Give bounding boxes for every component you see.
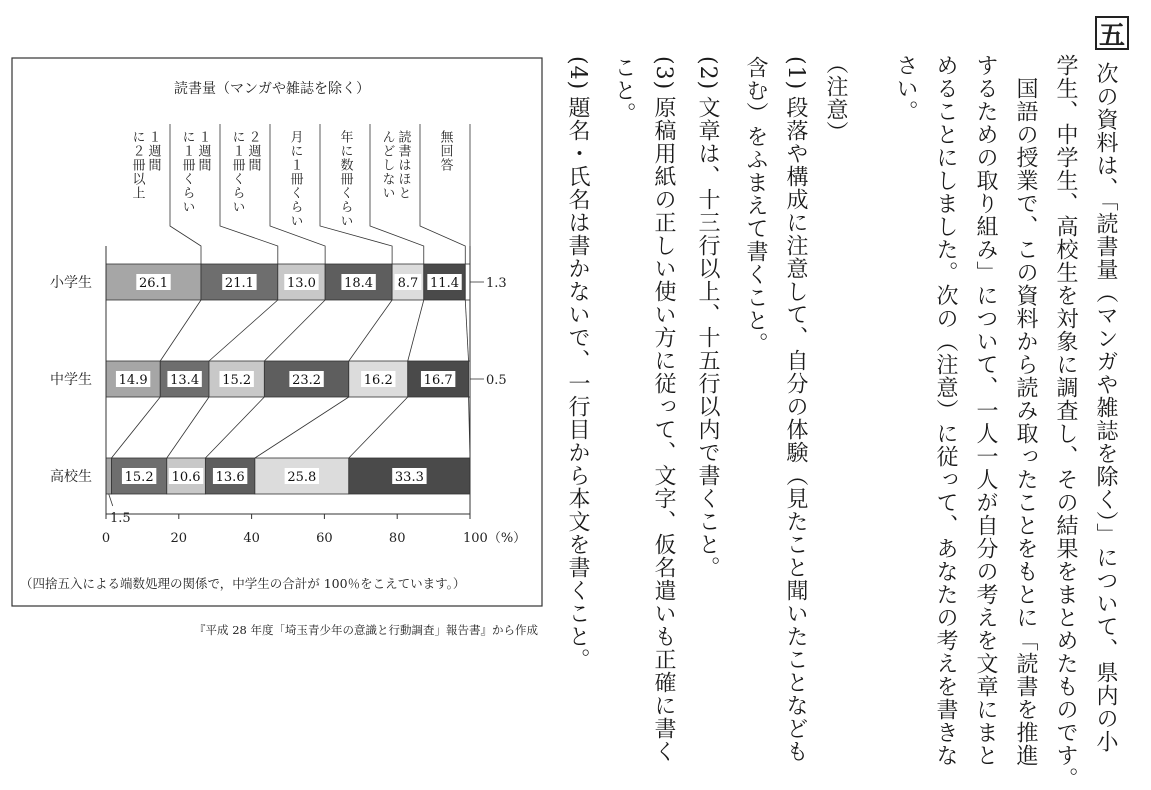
- category-label: 小学生: [50, 275, 92, 291]
- legend-label: 月に１冊くらい: [287, 130, 303, 228]
- connector-line: [408, 300, 424, 361]
- x-tick-label: 0: [101, 531, 111, 546]
- connector-line: [255, 397, 349, 458]
- legend-label: 年に数冊くらい: [337, 130, 353, 228]
- main-text-line-4: するための取り組み」について、一人一人が自分の考えを文章にまと: [973, 54, 998, 767]
- note-1-number: (1): [783, 56, 808, 91]
- value-label: 10.6: [171, 470, 201, 485]
- note-1-line-2: 含む）をふまえて書くこと。: [743, 56, 768, 355]
- note-3-number: (3): [651, 56, 676, 91]
- chart-title: 読書量（マンガや雑誌を除く）: [174, 81, 370, 97]
- main-text-line-3: 国語の授業で、この資料から読み取ったことをもとに「読書を推進: [1013, 54, 1038, 767]
- connector-line: [264, 300, 325, 361]
- chart-footnote: （四捨五入による端数処理の関係で，中学生の合計が 100％をこえています。）: [20, 576, 466, 591]
- main-text-line-6: さい。: [893, 54, 918, 123]
- connector-line: [465, 300, 468, 361]
- connector-line: [205, 397, 264, 458]
- value-label: 13.0: [286, 276, 316, 291]
- x-tick-label: 60: [316, 531, 333, 546]
- main-text-line-5: めることにしました。次の（注意）に従って、あなたの考えを書きな: [933, 54, 958, 767]
- value-label: 23.2: [292, 373, 322, 388]
- legend-label: に１冊くらい: [229, 130, 245, 214]
- legend-label: ２週間: [245, 130, 261, 172]
- note-3-line-2: こと。: [611, 56, 636, 125]
- legend-label: に２冊以上: [129, 130, 145, 200]
- connector-line: [111, 397, 160, 458]
- connector-line: [160, 300, 201, 361]
- chart-source: 『平成 28 年度「埼玉青少年の意識と行動調査」報告書』から作成: [194, 623, 538, 637]
- reading-chart: [0, 0, 560, 730]
- legend-label: １週間: [195, 130, 211, 172]
- value-label: 16.7: [423, 373, 453, 388]
- value-label: 11.4: [430, 276, 459, 291]
- value-label: 15.2: [124, 470, 154, 485]
- x-tick-label: 20: [170, 531, 188, 546]
- connector-line: [349, 300, 392, 361]
- chart-frame: [12, 58, 542, 606]
- outside-label: 1.3: [486, 276, 507, 291]
- value-label: 18.4: [344, 276, 374, 291]
- legend-label: 無回答: [437, 130, 453, 172]
- connector-line: [167, 397, 209, 458]
- note-2-line-1: 文章は、十三行以上、十五行以内で書くこと。: [695, 96, 720, 579]
- outside-label-leader: [109, 494, 113, 506]
- connector-line: [209, 300, 278, 361]
- connector-line: [349, 397, 408, 458]
- value-label: 13.4: [170, 373, 200, 388]
- value-label: 26.1: [139, 276, 168, 291]
- legend-label: んどしない: [379, 130, 395, 200]
- note-1-line-1: 段落や構成に注意して、自分の体験（見たこと聞いたことなども: [783, 96, 808, 763]
- note-3-line-1: 原稿用紙の正しい使い方に従って、文字、仮名遣いも正確に書く: [651, 96, 676, 763]
- question-number: 五: [1098, 20, 1125, 51]
- note-4-line-1: 題名・氏名は書かないで、一行目から本文を書くこと。: [565, 96, 590, 671]
- value-label: 33.3: [394, 470, 424, 485]
- legend-label: に１冊くらい: [179, 130, 195, 214]
- x-tick-label: 100（%）: [463, 531, 527, 546]
- value-label: 14.9: [118, 373, 148, 388]
- note-2-number: (2): [695, 56, 720, 91]
- value-label: 8.7: [397, 276, 419, 291]
- value-label: 13.6: [215, 470, 245, 485]
- outside-label: 1.5: [110, 511, 131, 526]
- category-label: 中学生: [50, 372, 92, 388]
- bar-segment: [465, 264, 470, 300]
- category-label: 高校生: [50, 469, 92, 485]
- value-label: 25.8: [287, 470, 317, 485]
- main-text-line-2: 学生、中学生、高校生を対象に調査し、その結果をまとめたものです。: [1053, 54, 1078, 790]
- outside-label: 0.5: [486, 373, 507, 388]
- value-label: 16.2: [363, 373, 393, 388]
- x-tick-label: 40: [243, 531, 260, 546]
- notes-heading: （注意）: [823, 52, 848, 144]
- question-number-box: [1095, 16, 1129, 50]
- x-tick-label: 80: [388, 531, 406, 546]
- legend-label: 読書はほと: [395, 130, 411, 200]
- value-label: 21.1: [224, 276, 254, 291]
- main-text-line-1: 次の資料は、「読書量（マンガや雑誌を除く）」について、県内の小: [1093, 62, 1118, 753]
- value-label: 15.2: [222, 373, 252, 388]
- bar-segment: [106, 458, 111, 494]
- legend-label: １週間: [145, 130, 161, 172]
- note-4-number: (4): [565, 56, 590, 91]
